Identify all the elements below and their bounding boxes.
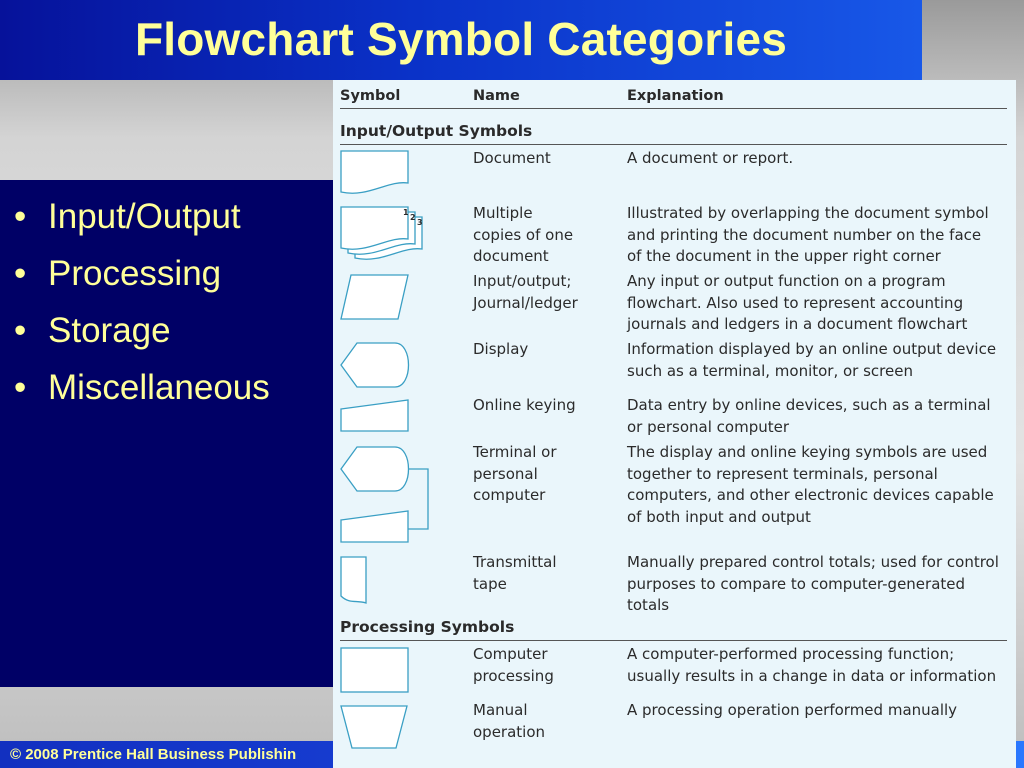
- row-explanation: such as a terminal, monitor, or screen: [627, 361, 913, 380]
- row-explanation: journals and ledgers in a document flowchart: [627, 315, 968, 333]
- computer-processing-symbol-icon: [341, 648, 408, 692]
- row-explanation: A document or report.: [627, 149, 794, 167]
- transmittal-tape-symbol-icon: [341, 557, 366, 603]
- terminal-symbol-icon: [341, 511, 408, 542]
- row-name: Manual: [473, 701, 528, 719]
- header-rule: [340, 108, 1007, 109]
- online-keying-symbol-icon: [341, 400, 408, 431]
- bullet-text-processing: Processing: [48, 254, 222, 293]
- bullet-item: [14, 245, 270, 302]
- row-explanation: flowchart. Also used to represent accounting: [627, 293, 964, 312]
- section-rule: [340, 144, 1007, 145]
- row-explanation: A processing operation performed manually: [627, 701, 958, 719]
- bullet-panel: [0, 180, 333, 687]
- row-explanation: purposes to compare to computer-generated: [627, 574, 966, 593]
- slide-title: Flowchart Symbol Categories: [134, 13, 788, 65]
- title-band: [0, 0, 922, 80]
- bullet-glyph: •: [14, 254, 27, 293]
- document-symbol-icon: [341, 151, 408, 193]
- row-name: personal: [473, 464, 538, 483]
- section-title-input-output: Input/Output Symbols: [340, 122, 533, 140]
- row-name: Terminal or: [473, 443, 557, 461]
- row-name: computer: [473, 486, 546, 504]
- copyright-text: © 2008 Prentice Hall Business Publishin: [10, 746, 297, 763]
- bullet-glyph: •: [14, 311, 27, 350]
- row-explanation: computers, and other electronic devices capable: [627, 486, 994, 504]
- bullet-text-miscellaneous: Miscellaneous: [48, 368, 270, 407]
- row-explanation: Information displayed by an online output device: [627, 340, 997, 358]
- row-explanation: Data entry by online devices, such as a terminal: [627, 396, 991, 414]
- bullet-text-storage: Storage: [48, 311, 171, 350]
- row-name: operation: [473, 722, 546, 741]
- row-explanation: A computer-performed processing function;: [627, 645, 955, 663]
- terminal-connector-line: [408, 469, 428, 529]
- row-name: Display: [473, 340, 529, 358]
- terminal-symbol-icon: [341, 447, 409, 491]
- header-name: Name: [473, 88, 520, 104]
- page-number-3: 3: [417, 218, 423, 227]
- row-explanation: Any input or output function on a program: [627, 272, 946, 290]
- bullet-glyph: •: [14, 368, 27, 407]
- parallelogram-symbol-icon: [341, 275, 408, 319]
- row-explanation: together to represent terminals, personal: [627, 464, 938, 483]
- row-name: document: [473, 247, 549, 265]
- row-name: Input/output;: [473, 272, 572, 290]
- row-explanation: Illustrated by overlapping the document symbol: [627, 204, 989, 222]
- row-name: Multiple: [473, 204, 533, 222]
- section-rule: [340, 640, 1007, 641]
- row-name: Online keying: [473, 396, 576, 414]
- page-number-1: 1: [403, 208, 409, 217]
- row-explanation: usually results in a change in data or information: [627, 666, 997, 685]
- symbol-table: [333, 80, 1016, 768]
- bullet-text-input-output: Input/Output: [48, 197, 241, 236]
- manual-operation-symbol-icon: [341, 706, 407, 748]
- row-name-document: Document: [473, 149, 551, 167]
- page-number-2: 2: [410, 213, 416, 222]
- symbol-column: [333, 80, 433, 768]
- bullet-list: [14, 188, 270, 416]
- row-explanation: Manually prepared control totals; used for control: [627, 553, 999, 571]
- bullet-item: [14, 188, 270, 245]
- row-explanation: totals: [627, 596, 670, 614]
- row-name: Computer: [473, 645, 548, 663]
- header-explanation: Explanation: [627, 88, 724, 104]
- row-explanation: The display and online keying symbols are used: [627, 443, 988, 461]
- display-symbol-icon: [341, 343, 409, 387]
- row-name: Journal/ledger: [473, 293, 578, 312]
- row-explanation: or personal computer: [627, 417, 789, 436]
- row-explanation: and printing the document number on the face: [627, 225, 982, 244]
- bullet-item: [14, 302, 270, 359]
- bullet-item: [14, 359, 270, 416]
- row-name: copies of one: [473, 225, 574, 244]
- bullet-glyph: •: [14, 197, 27, 236]
- row-name: processing: [473, 666, 554, 685]
- row-explanation: of both input and output: [627, 507, 811, 526]
- section-title-processing: Processing Symbols: [340, 618, 515, 636]
- row-name: Transmittal: [473, 553, 557, 571]
- row-explanation: of the document in the upper right corner: [627, 247, 941, 265]
- header-symbol: Symbol: [340, 88, 401, 104]
- row-name: tape: [473, 574, 507, 593]
